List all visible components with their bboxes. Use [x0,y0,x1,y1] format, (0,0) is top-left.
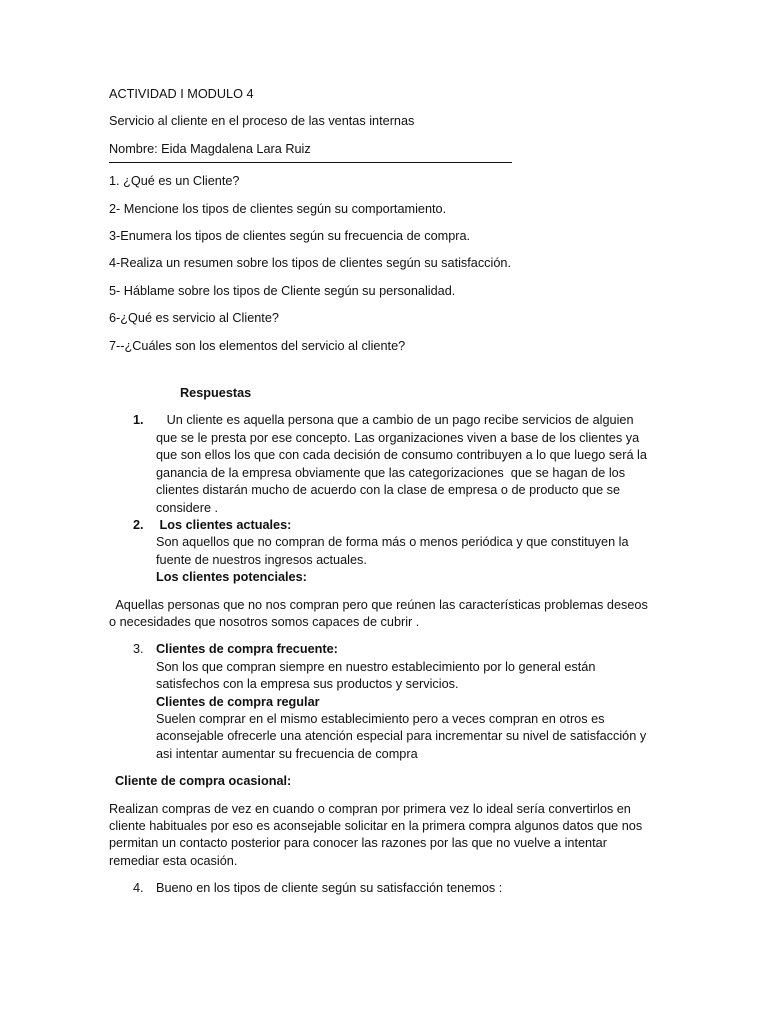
answers-title: Respuestas [180,386,252,401]
answer-heading: Clientes de compra frecuente: [156,642,338,657]
answer-4 [109,880,668,897]
separator-rule [109,162,512,163]
answer-line: cliente habituales por eso es aconsejable solicitar en la primera compra algunos datos que nos [109,819,643,833]
answer-heading: Los clientes potenciales: [156,570,307,585]
answer-1 [109,412,668,516]
answer-heading: Los clientes actuales: [156,517,292,532]
answer-line: considere . [156,500,219,515]
answer-heading: Clientes de compra regular [156,694,320,709]
answer-line: satisfechos con la empresa sus productos y servicios. [156,677,459,692]
answer-line: ganancia de la empresa obviamente que las categorizaciones que se hagan de los [156,465,626,480]
question-item: 6-¿Qué es servicio al Cliente? [109,311,279,326]
student-name: Nombre: Eida Magdalena Lara Ruiz [109,141,311,156]
answer-line: asi intentar aumentar su frecuencia de compra [156,746,418,761]
answer-line: Son aquellos que no compran de forma más o menos periódica y que constituyen la [156,535,629,550]
answer-line: o necesidades que nosotros somos capaces de cubrir . [109,614,420,629]
answer-line: clientes distarán mucho de acuerdo con la clase de empresa o de producto que se [156,483,621,498]
subject-line: Servicio al cliente en el proceso de las ventas internas [109,114,415,129]
question-list [109,173,668,355]
answer-heading: Cliente de compra ocasional: [115,774,292,789]
question-item: 7--¿Cuáles son los elementos del servicio al cliente? [109,338,406,353]
question-item: 2- Mencione los tipos de clientes según su comportamiento. [109,201,447,216]
answer-line: Son los que compran siempre en nuestro establecimiento por lo general están [156,659,596,674]
question-item: 5- Háblame sobre los tipos de Cliente según su personalidad. [109,283,456,298]
answer-line: fuente de nuestros ingresos actuales. [156,552,367,567]
answer-line: remediar esta ocasión. [109,853,238,868]
answer-2 [109,517,668,587]
answer-line: Un cliente es aquella persona que a cambio de un pago recibe servicios de alguien [156,413,634,428]
answer-number: 4. [133,881,144,896]
answer-number: 3. [133,642,144,657]
answer-line: aconsejable ofrecerle una atención especial para incrementar su nivel de satisfacción y [156,729,647,744]
answer-line: Bueno en los tipos de cliente según su satisfacción tenemos : [156,881,503,896]
question-item: 3-Enumera los tipos de clientes según su frecuencia de compra. [109,229,471,244]
answer-number: 1. [133,413,144,428]
answer-line: que se le presta por ese concepto. Las organizaciones viven a base de los clientes ya [156,430,640,445]
answer-line: Suelen comprar en el mismo establecimiento pero a veces compran en otros es [156,711,605,726]
answer-3 [109,641,668,763]
answer-line: Realizan compras de vez en cuando o compran por primera vez lo ideal sería convertirlos en [109,801,631,816]
question-item: 1. ¿Qué es un Cliente? [109,174,240,189]
answer-line: que son ellos los que con cada decisión de consumo contribuyen a lo que luego será la [156,448,647,463]
activity-title: ACTIVIDAD I MODULO 4 [109,87,254,101]
answer-line: permitan un contacto posterior para conocer las razones por las que no vuelve a intentar [109,836,607,851]
answer-line: Aquellas personas que no nos compran pero que reúnen las características problemas deseos [109,597,648,612]
answer-number: 2. [133,517,144,532]
question-item: 4-Realiza un resumen sobre los tipos de clientes según su satisfacción. [109,256,511,271]
